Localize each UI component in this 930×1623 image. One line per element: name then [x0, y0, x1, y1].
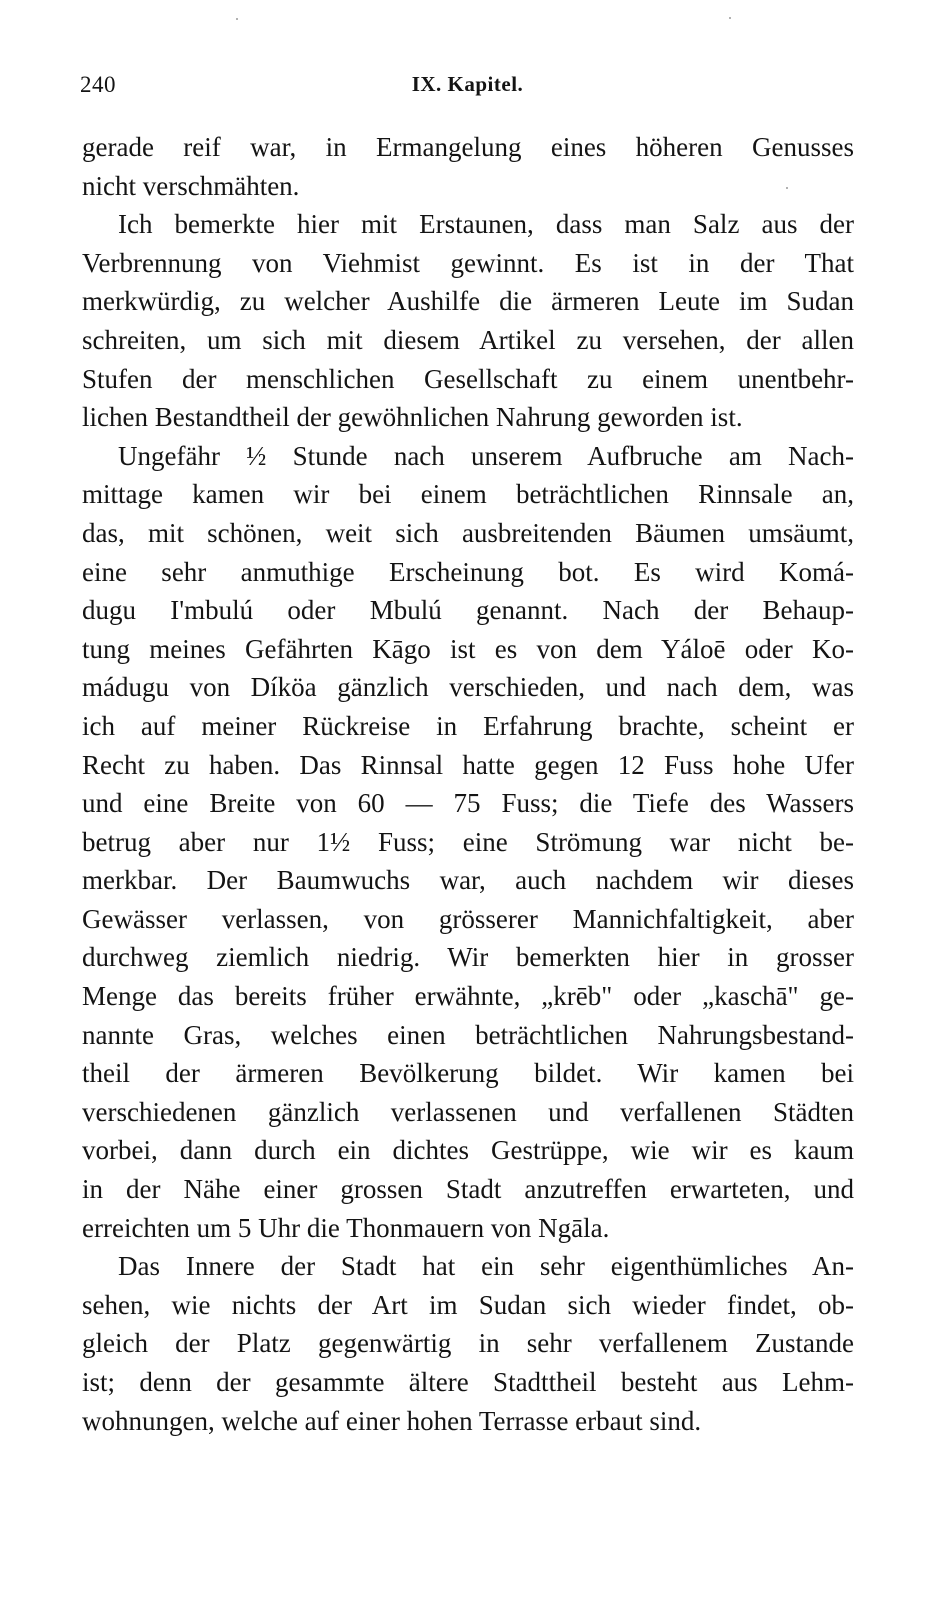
text-line: Recht zu haben. Das Rinnsal hatte gegen 12 Fuss hohe Ufer	[82, 749, 854, 780]
text-line: Stufen der menschlichen Gesellschaft zu einem unentbehr-	[82, 363, 854, 394]
text-line: vorbei, dann durch ein dichtes Gestrüppe, wie wir es kaum	[82, 1135, 854, 1166]
paragraph	[82, 1247, 854, 1440]
text-line: und eine Breite von 60 — 75 Fuss; die Tiefe des Wassers	[82, 788, 854, 819]
scan-speck	[729, 17, 731, 19]
page-header	[80, 72, 855, 104]
paragraph	[82, 205, 854, 437]
page-number: 240	[80, 72, 116, 97]
text-line: Gewässer verlassen, von grösserer Mannichfaltigkeit, aber	[82, 903, 854, 934]
text-line: eine sehr anmuthige Erscheinung bot. Es wird Komá-	[82, 556, 854, 587]
text-line: lichen Bestandtheil der gewöhnlichen Nahrung geworden ist.	[82, 402, 743, 433]
paragraph	[82, 128, 854, 205]
text-line: ich auf meiner Rückreise in Erfahrung brachte, scheint er	[82, 710, 854, 741]
text-line: mittage kamen wir bei einem beträchtlichen Rinnsale an,	[82, 479, 854, 510]
text-line: Menge das bereits früher erwähnte, „krēb" oder „kaschā" ge-	[82, 981, 854, 1012]
text-line: sehen, wie nichts der Art im Sudan sich wieder findet, ob-	[82, 1289, 854, 1320]
text-line: betrug aber nur 1½ Fuss; eine Strömung war nicht be-	[82, 826, 854, 857]
text-line: nannte Gras, welches einen beträchtlichen Nahrungsbestand-	[82, 1019, 854, 1050]
text-line: erreichten um 5 Uhr die Thonmauern von Ngāla.	[82, 1212, 610, 1243]
scan-speck	[236, 18, 238, 20]
text-line: dugu I'mbulú oder Mbulú genannt. Nach der Behaup-	[82, 595, 854, 626]
text-line: durchweg ziemlich niedrig. Wir bemerkten hier in grosser	[82, 942, 854, 973]
text-line: Das Innere der Stadt hat ein sehr eigenthümliches An-	[118, 1251, 854, 1282]
text-line: wohnungen, welche auf einer hohen Terrasse erbaut sind.	[82, 1405, 702, 1436]
text-line: theil der ärmeren Bevölkerung bildet. Wir kamen bei	[82, 1058, 854, 1089]
text-line: Ich bemerkte hier mit Erstaunen, dass man Salz aus der	[118, 209, 854, 240]
text-line: verschiedenen gänzlich verlassenen und verfallenen Städten	[82, 1096, 854, 1127]
text-line: merkbar. Der Baumwuchs war, auch nachdem wir dieses	[82, 865, 854, 896]
text-line: in der Nähe einer grossen Stadt anzutreffen erwarteten, und	[82, 1174, 854, 1205]
text-line: merkwürdig, zu welcher Aushilfe die ärmeren Leute im Sudan	[82, 286, 854, 317]
chapter-heading: IX. Kapitel.	[411, 72, 524, 96]
text-line: Verbrennung von Viehmist gewinnt. Es ist in der That	[82, 247, 854, 278]
text-line: nicht verschmähten.	[82, 170, 300, 201]
text-line: tung meines Gefährten Kāgo ist es von dem Yáloē oder Ko-	[82, 633, 854, 664]
text-line: mádugu von Díköa gänzlich verschieden, und nach dem, was	[82, 672, 854, 703]
text-line: gerade reif war, in Ermangelung eines höheren Genusses	[82, 132, 854, 162]
text-line: ist; denn der gesammte ältere Stadttheil besteht aus Lehm-	[82, 1367, 854, 1397]
text-line: gleich der Platz gegenwärtig in sehr verfallenem Zustande	[82, 1328, 854, 1359]
text-line: schreiten, um sich mit diesem Artikel zu versehen, der allen	[82, 324, 854, 355]
body-text	[82, 128, 854, 1440]
text-line: das, mit schönen, weit sich ausbreitenden Bäumen umsäumt,	[82, 517, 854, 548]
text-line: Ungefähr ½ Stunde nach unserem Aufbruche am Nach-	[118, 440, 854, 471]
paragraph	[82, 437, 854, 1247]
